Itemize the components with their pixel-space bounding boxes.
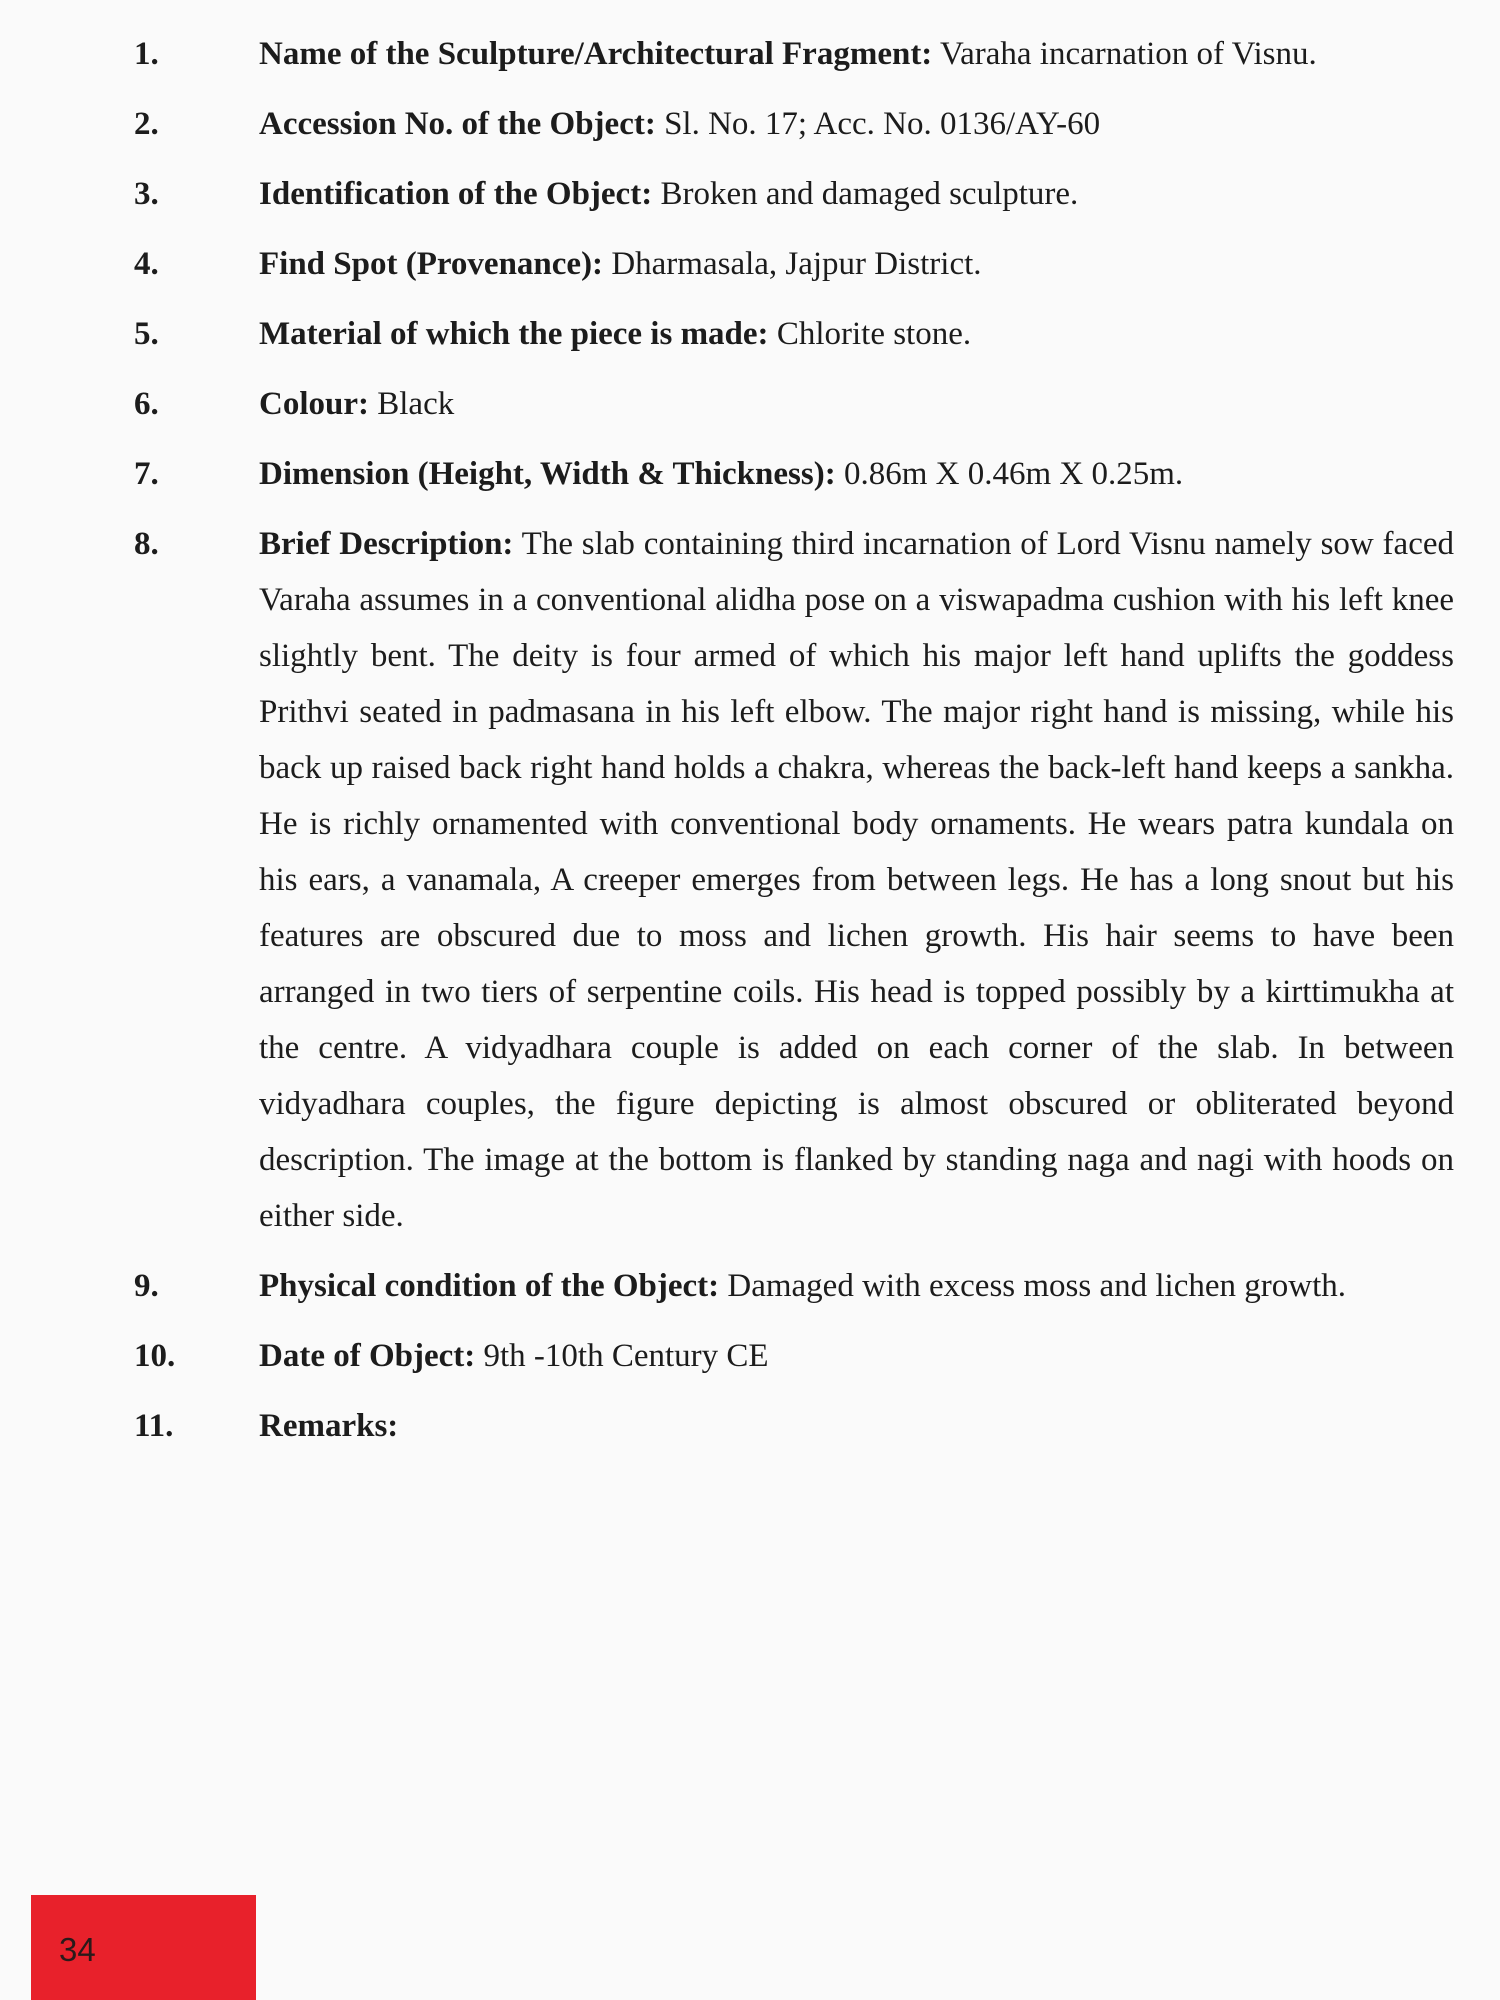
entry-body: [259, 516, 1454, 1244]
entry-brief-description: [134, 516, 1454, 1244]
entry-name: [134, 26, 1454, 82]
entry-value: Chlorite stone.: [776, 316, 972, 352]
entry-value: Broken and damaged sculpture.: [660, 176, 1079, 212]
entry-number: 9.: [134, 1268, 159, 1304]
entry-label: Dimension (Height, Width & Thickness):: [259, 456, 836, 492]
entry-label: Remarks:: [259, 1408, 399, 1444]
entry-remarks: [134, 1398, 1454, 1454]
entry-label: Brief Description:: [259, 526, 514, 562]
entry-label: Date of Object:: [259, 1338, 476, 1374]
entry-body: [259, 236, 1454, 292]
entry-number: 10.: [134, 1338, 176, 1374]
entry-body: [259, 96, 1454, 152]
page-number-badge: [31, 1895, 256, 2000]
entry-date: [134, 1328, 1454, 1384]
catalogue-entry-list: [134, 26, 1454, 1468]
entry-accession-no: [134, 96, 1454, 152]
entry-label: Name of the Sculpture/Architectural Fragment:: [259, 36, 933, 72]
entry-find-spot: [134, 236, 1454, 292]
entry-value: Black: [377, 386, 455, 422]
entry-label: Find Spot (Provenance):: [259, 246, 604, 282]
entry-material: [134, 306, 1454, 362]
entry-body: [259, 1258, 1454, 1314]
entry-number: 8.: [134, 526, 159, 562]
entry-body: [259, 26, 1454, 82]
entry-number: 1.: [134, 36, 159, 72]
entry-body: [259, 1328, 1454, 1384]
page-number: 34: [59, 1931, 96, 1968]
entry-label: Physical condition of the Object:: [259, 1268, 720, 1304]
entry-body: [259, 446, 1454, 502]
entry-body: [259, 306, 1454, 362]
entry-value: The slab containing third incarnation of Lord Visnu namely sow faced Varaha assumes in a conventional alidha pose on a viswapadma cushion with his left knee slightly bent. The deity is four armed of which his major left hand uplifts the goddess Prithvi seated in padmasana in his left elbow. The major right hand is missing, while his back up raised back right hand holds a chakra, whereas the back-left hand keeps a sankha. He is richly ornamented with conventional body ornaments. He wears patra kundala on his ears, a vanamala, A creeper emerges from between legs. He has a long snout but his features are obscured due to moss and lichen growth. His hair seems to have been arranged in two tiers of serpentine coils. His head is topped possibly by a kirttimukha at the centre. A vidyadhara couple is added on each corner of the slab. In between vidyadhara couples, the figure depicting is almost obscured or obliterated beyond description. The image at the bottom is flanked by standing naga and nagi with hoods on either side.: [259, 526, 1454, 1234]
entry-number: 2.: [134, 106, 159, 142]
entry-number: 3.: [134, 176, 159, 212]
entry-body: [259, 376, 1454, 432]
entry-label: Material of which the piece is made:: [259, 316, 769, 352]
entry-colour: [134, 376, 1454, 432]
entry-value: Damaged with excess moss and lichen growth.: [727, 1268, 1346, 1304]
entry-value: Dharmasala, Jajpur District.: [611, 246, 982, 282]
entry-dimension: [134, 446, 1454, 502]
entry-number: 5.: [134, 316, 159, 352]
entry-body: [259, 166, 1454, 222]
entry-identification: [134, 166, 1454, 222]
entry-label: Identification of the Object:: [259, 176, 653, 212]
entry-value: Sl. No. 17; Acc. No. 0136/AY-60: [664, 106, 1101, 142]
entry-body: [259, 1398, 1454, 1454]
entry-value: 0.86m X 0.46m X 0.25m.: [843, 456, 1184, 492]
entry-number: 6.: [134, 386, 159, 422]
entry-value: Varaha incarnation of Visnu.: [939, 36, 1317, 72]
entry-number: 11.: [134, 1408, 174, 1444]
entry-physical-condition: [134, 1258, 1454, 1314]
entry-number: 7.: [134, 456, 159, 492]
entry-number: 4.: [134, 246, 159, 282]
entry-label: Colour:: [259, 386, 369, 422]
entry-label: Accession No. of the Object:: [259, 106, 656, 142]
entry-value: 9th -10th Century CE: [483, 1338, 769, 1374]
